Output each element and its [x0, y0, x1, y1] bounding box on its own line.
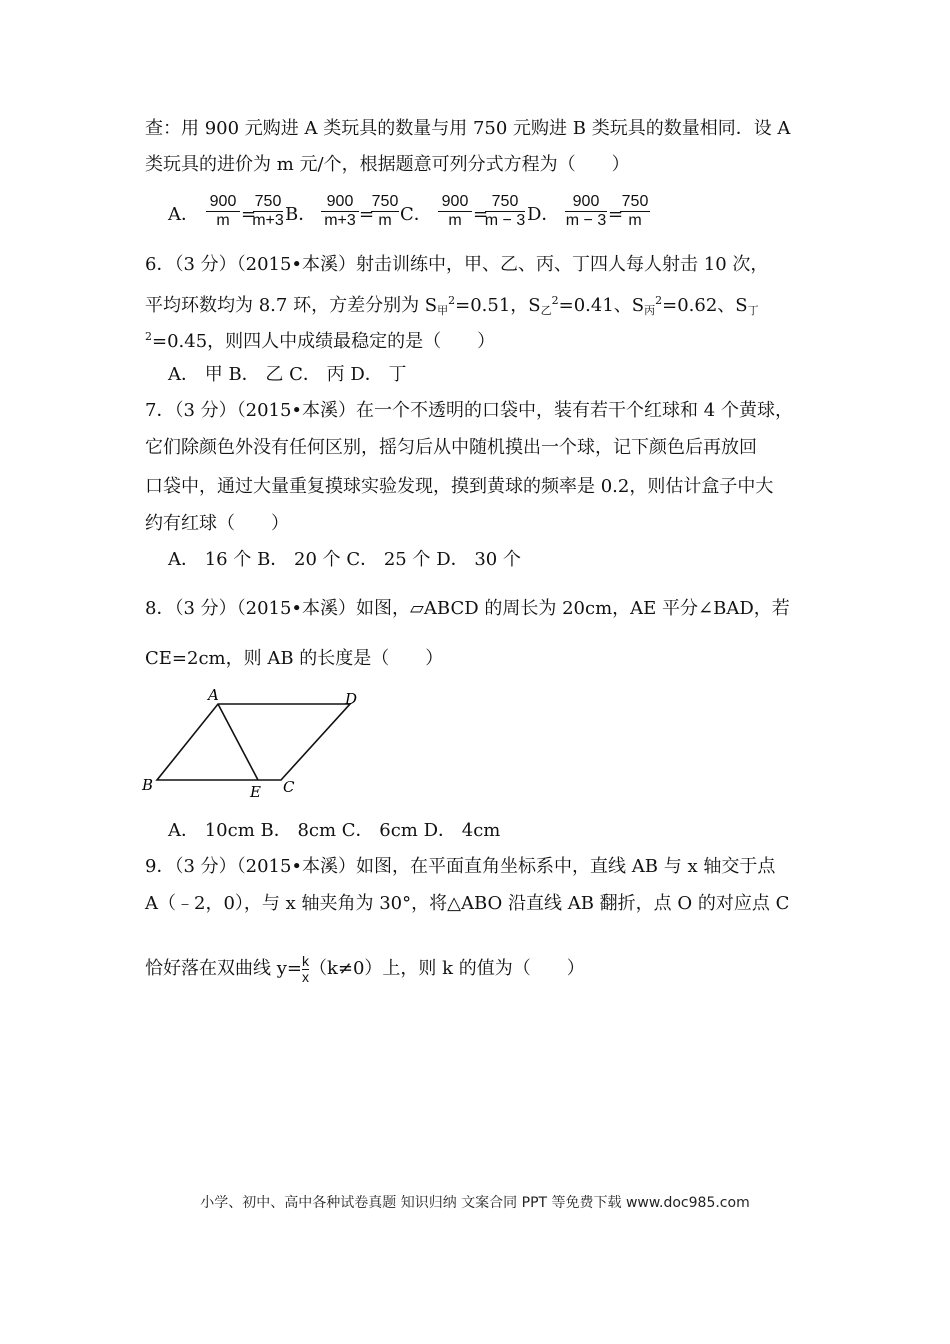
vertex-label-b: B: [142, 776, 154, 794]
q5-option-b-left-fraction: 900 m+3: [320, 193, 360, 230]
q5-option-d-right-fraction: 750 m: [621, 193, 649, 229]
vertex-label-a: A: [208, 686, 219, 704]
q5-option-d-label: D．: [527, 204, 560, 225]
q5-option-a-right-fraction: 750 m+3: [252, 193, 284, 229]
q7-text-line3: 口袋中，通过大量重复摸球实验发现，摸到黄球的频率是 0.2，则估计盒子中大: [145, 476, 774, 497]
q6-text-line1: 6．（3 分）（2015•本溪）射击训练中，甲、乙、丙、丁四人每人射击 10 次，: [145, 254, 769, 275]
q9-text-line1: 9．（3 分）（2015•本溪）如图，在平面直角坐标系中，直线 AB 与 x 轴交于点: [145, 856, 776, 877]
q7-text-line2: 它们除颜色外没有任何区别，摇匀后从中随机摸出一个球，记下颜色后再放回: [145, 437, 757, 458]
q9-fraction-k-over-x: $\frac{k}{x}$: [301, 952, 309, 985]
q8-options: A． 10cm B． 8cm C． 6cm D． 4cm: [168, 820, 501, 841]
q9-text-line2: A（﹣2，0），与 x 轴夹角为 30°，将△ABO 沿直线 AB 翻折，点 O 的对应点 C: [145, 893, 790, 914]
parallelogram-abcd: [157, 704, 350, 780]
parallelogram-figure: [138, 682, 368, 802]
vertex-label-c: C: [283, 778, 295, 796]
q5-text-line2: 类玩具的进价为 m 元/个，根据题意可列分式方程为（ ）: [145, 154, 630, 175]
q5-option-c-label: C．: [400, 204, 432, 225]
page-footer: 小学、初中、高中各种试卷真题 知识归纳 文案合同 PPT 等免费下载 www.doc985.com: [200, 1195, 750, 1211]
q5-option-a-left-fraction: 900 m: [205, 193, 241, 230]
q5-option-a-label: A．: [168, 204, 199, 225]
q8-text-line2: CE=2cm，则 AB 的长度是（ ）: [145, 648, 444, 669]
q5-option-c-right-fraction: 750 m − 3: [484, 193, 526, 229]
q9-text-line3: 恰好落在双曲线 y= $\frac{k}{x}$ （k≠0）上，则 k 的值为（ ）: [145, 952, 585, 985]
q5-option-d-left-fraction: 900 m − 3: [565, 193, 607, 229]
q6-text-line3: $^2$=0.45，则四人中成绩最稳定的是（ ）: [145, 330, 496, 352]
q6-text-line2: 平均环数均为 8.7 环，方差分别为 $S_甲^2=0.51$，$S_乙^2=0.41$、$S_丙^2=0.62$、$S_丁$: [145, 294, 759, 317]
q7-options: A． 16 个 B． 20 个 C． 25 个 D． 30 个: [168, 549, 521, 570]
q6-options: A． 甲 B． 乙 C． 丙 D． 丁: [168, 364, 407, 385]
q5-text-line1: 查：用 900 元购进 A 类玩具的数量与用 750 元购进 B 类玩具的数量相同．设 A: [145, 118, 791, 139]
q5-option-b-label: B．: [285, 204, 317, 225]
q7-text-line4: 约有红球（ ）: [145, 513, 289, 534]
vertex-label-d: D: [345, 690, 358, 708]
q8-text-line1: 8．（3 分）（2015•本溪）如图，▱ABCD 的周长为 20cm，AE 平分∠BAD，若: [145, 598, 790, 619]
q5-option-c-left-fraction: 900 m: [437, 193, 473, 230]
q5-option-b-right-fraction: 750 m: [371, 193, 399, 229]
q7-text-line1: 7．（3 分）（2015•本溪）在一个不透明的口袋中，装有若干个红球和 4 个黄球，: [145, 400, 793, 421]
vertex-label-e: E: [250, 783, 261, 801]
segment-ae: [218, 704, 258, 780]
